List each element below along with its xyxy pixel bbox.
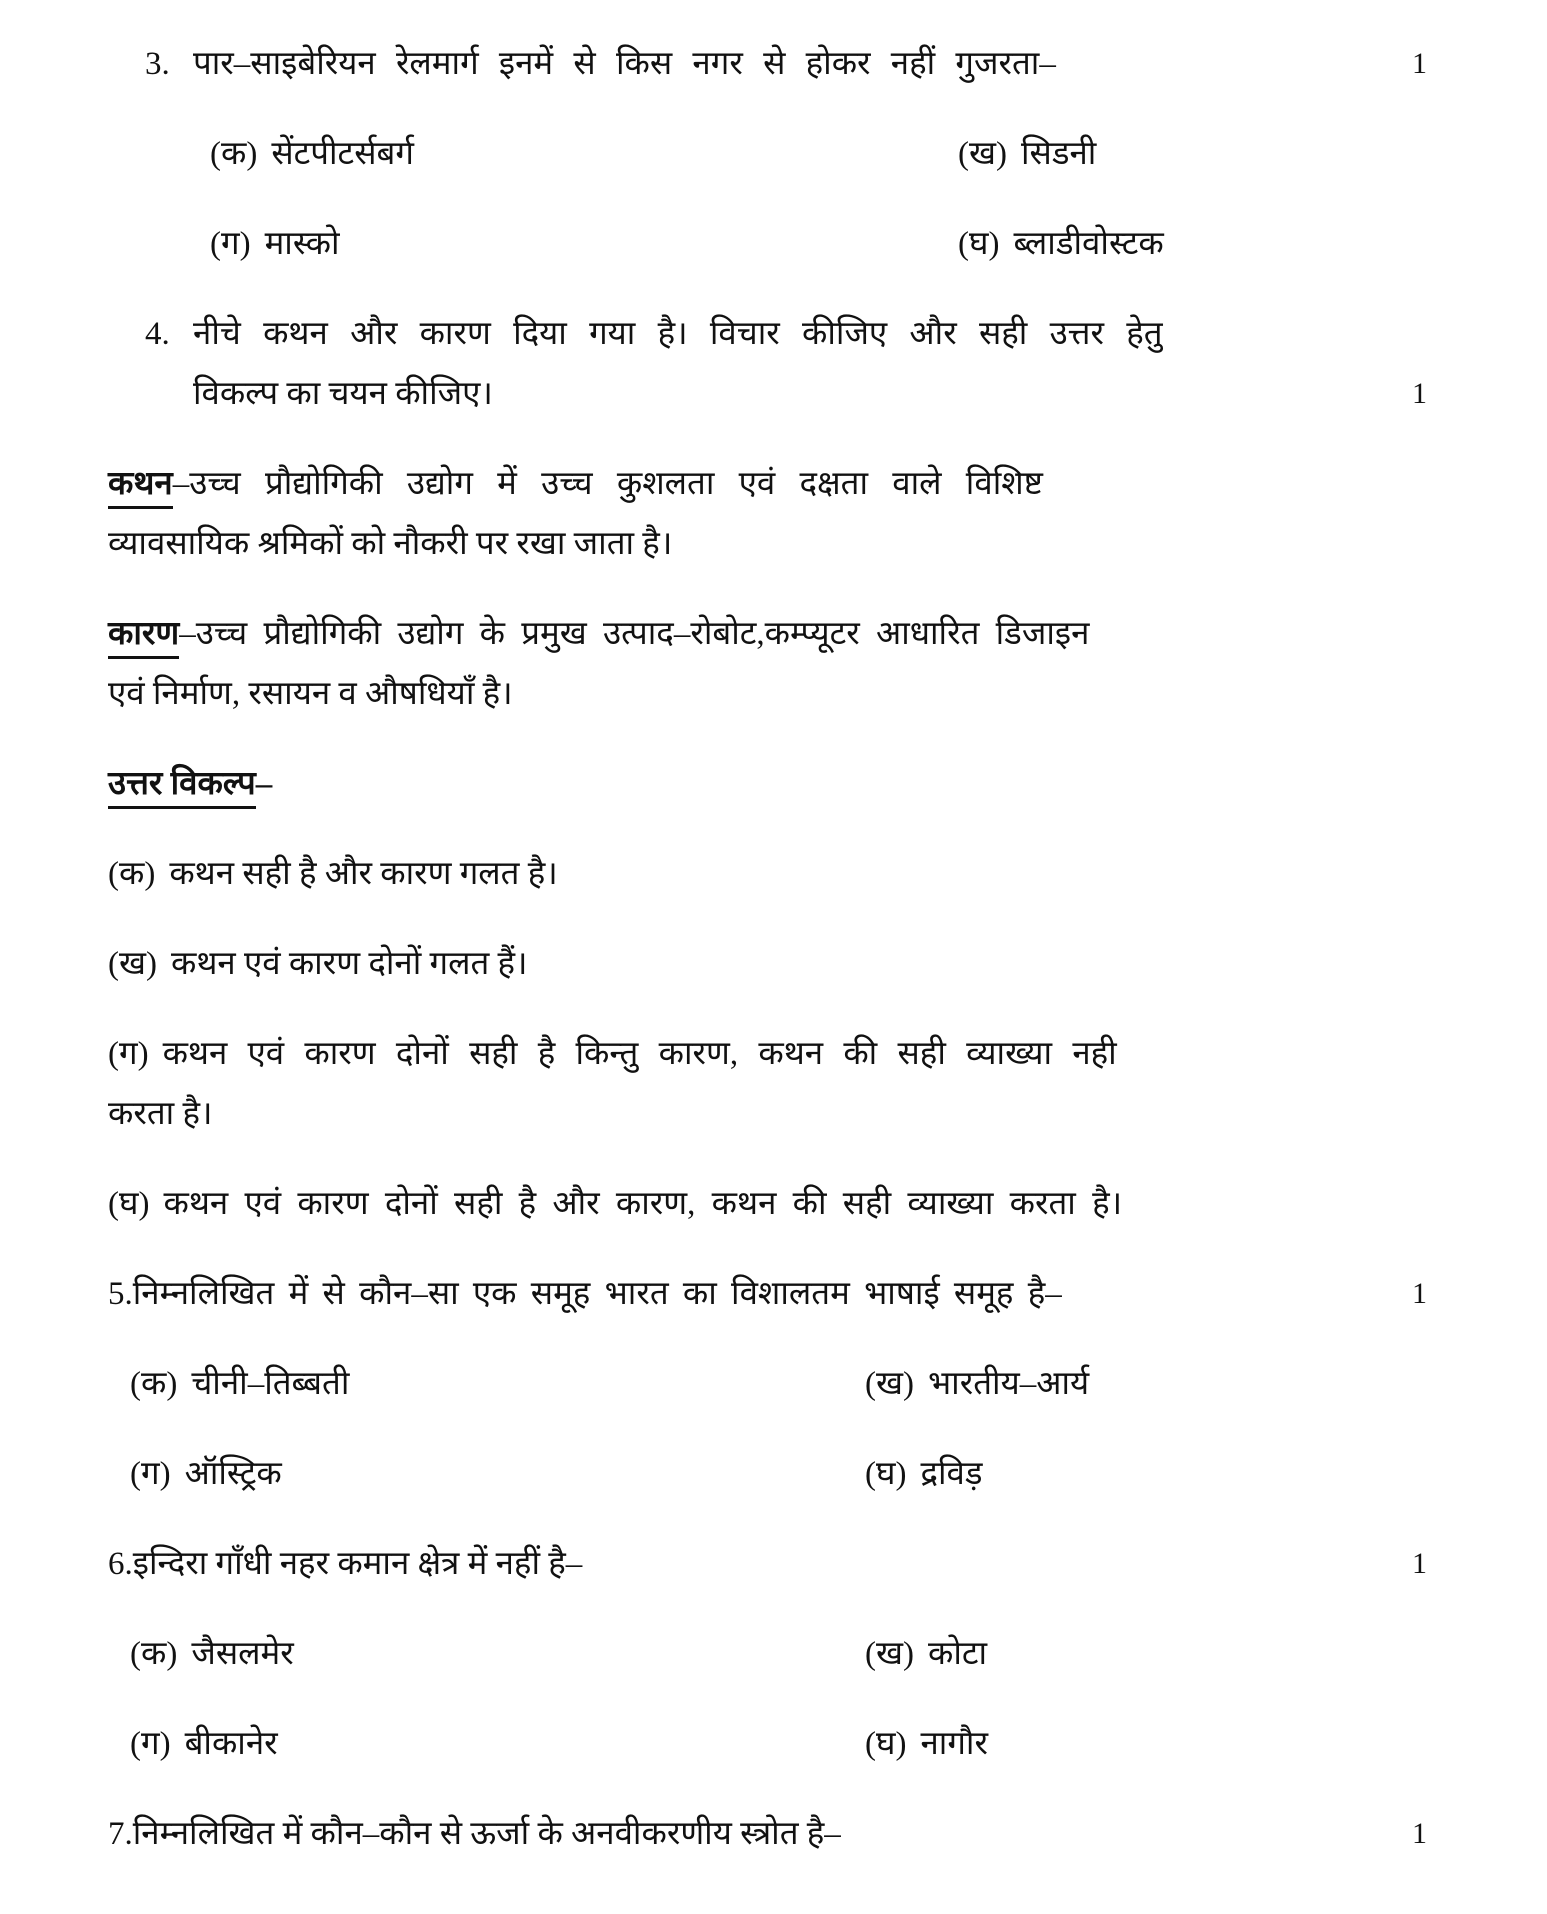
- question-5-options-row-1: [108, 1354, 1437, 1414]
- question-4: [108, 304, 1437, 424]
- assertion-reason: [108, 604, 1437, 724]
- option-c-line-1: [108, 1024, 1437, 1084]
- reason-line-1: [108, 604, 1437, 664]
- question-5-text: निम्नलिखित में से कौन–सा एक समूह भारत का विशालतम भाषाई समूह है–: [132, 1276, 1062, 1312]
- question-5: [108, 1264, 1437, 1324]
- answer-options-heading: [108, 754, 1437, 814]
- option-a-label: (क): [210, 136, 258, 172]
- option-d-label: (घ): [865, 1726, 907, 1762]
- question-5-option-a: [130, 1354, 865, 1414]
- question-6-option-c: [130, 1714, 865, 1774]
- question-3-option-c: [210, 214, 958, 274]
- question-7-text: निम्नलिखित में कौन–कौन से ऊर्जा के अनवीकरणीय स्त्रोत है–: [132, 1816, 841, 1852]
- question-4-option-b: [108, 934, 1437, 994]
- option-b-label: (ख): [108, 946, 157, 982]
- statement-text-line-1: –उच्च प्रौद्योगिकी उद्योग में उच्च कुशलता एवं दक्षता वाले विशिष्ट: [172, 466, 1043, 502]
- option-b-label: (ख): [865, 1366, 914, 1402]
- question-4-marks: 1: [1412, 377, 1427, 410]
- option-d-text: कथन एवं कारण दोनों सही है और कारण, कथन की सही व्याख्या करता है।: [163, 1186, 1123, 1222]
- statement-line-1: [108, 454, 1437, 514]
- question-4-option-c: [108, 1024, 1437, 1144]
- reason-text-line-1: –उच्च प्रौद्योगिकी उद्योग के प्रमुख उत्पाद–रोबोट,कम्प्यूटर आधारित डिजाइन: [179, 616, 1090, 652]
- option-a-text: सेंटपीटर्सबर्ग: [271, 136, 414, 172]
- option-b-text: भारतीय–आर्य: [927, 1366, 1090, 1402]
- question-7: [108, 1804, 1437, 1864]
- answer-options-heading-text: उत्तर विकल्प: [108, 766, 256, 809]
- reason-label: कारण: [108, 616, 179, 659]
- question-5-option-b: [865, 1354, 1089, 1414]
- question-4-line-1: [108, 304, 1437, 364]
- question-4-line-2: [108, 364, 1437, 424]
- question-5-option-c: [130, 1444, 865, 1504]
- option-a-text: चीनी–तिब्बती: [191, 1366, 350, 1402]
- question-3-option-b: [958, 124, 1096, 184]
- question-3-marks: 1: [1412, 47, 1427, 80]
- option-d-text: नागौर: [920, 1726, 988, 1762]
- option-b-label: (ख): [958, 136, 1007, 172]
- question-4-option-d: [108, 1174, 1437, 1234]
- option-d-text: ब्लाडीवोस्टक: [1013, 226, 1164, 262]
- question-5-option-d: [865, 1444, 983, 1504]
- question-5-options-row-2: [108, 1444, 1437, 1504]
- option-d-label: (घ): [958, 226, 1000, 262]
- question-6-text: इन्दिरा गाँधी नहर कमान क्षेत्र में नहीं है–: [132, 1546, 583, 1582]
- question-6-option-a: [130, 1624, 865, 1684]
- option-b-label: (ख): [865, 1636, 914, 1672]
- statement-text-line-2: व्यावसायिक श्रमिकों को नौकरी पर रखा जाता है।: [108, 526, 673, 562]
- option-c-label: (ग): [130, 1726, 171, 1762]
- question-4-option-a: [108, 844, 1437, 904]
- question-7-marks: 1: [1412, 1817, 1427, 1850]
- question-3-option-a: [210, 124, 958, 184]
- option-c-label: (ग): [130, 1456, 171, 1492]
- question-4-text-line-2: विकल्प का चयन कीजिए।: [193, 376, 493, 412]
- question-5-marks: 1: [1412, 1277, 1427, 1310]
- question-6-options-row-1: [108, 1624, 1437, 1684]
- question-6-number: 6.: [108, 1546, 133, 1582]
- option-a-text: जैसलमेर: [191, 1636, 294, 1672]
- question-6-option-d: [865, 1714, 988, 1774]
- question-6-head: [108, 1534, 1387, 1594]
- question-3-option-d: [958, 214, 1164, 274]
- question-6-marks: 1: [1412, 1547, 1427, 1580]
- option-c-text: बीकानेर: [184, 1726, 278, 1762]
- option-b-text: कोटा: [927, 1636, 988, 1672]
- option-a-label: (क): [108, 856, 156, 892]
- option-d-text: द्रविड़: [920, 1456, 983, 1492]
- question-3: [108, 34, 1437, 94]
- option-c-text: ऑस्ट्रिक: [184, 1456, 282, 1492]
- question-5-number: 5.: [108, 1276, 133, 1312]
- option-a-label: (क): [130, 1636, 178, 1672]
- question-7-head: [108, 1804, 1387, 1864]
- question-6: [108, 1534, 1437, 1594]
- question-3-text: पार–साइबेरियन रेलमार्ग इनमें से किस नगर से होकर नहीं गुजरता–: [193, 46, 1056, 82]
- answer-options-heading-dash: –: [255, 766, 273, 802]
- question-6-option-b: [865, 1624, 987, 1684]
- option-a-label: (क): [130, 1366, 178, 1402]
- option-b-text: कथन एवं कारण दोनों गलत हैं।: [170, 946, 528, 982]
- option-a-text: कथन सही है और कारण गलत है।: [169, 856, 558, 892]
- question-3-number: 3.: [145, 46, 170, 82]
- option-c-text-line-2: करता है।: [108, 1096, 213, 1132]
- question-3-options-row-1: [108, 124, 1437, 184]
- question-7-number: 7.: [108, 1816, 133, 1852]
- question-3-options-row-2: [108, 214, 1437, 274]
- question-4-text-line-1: नीचे कथन और कारण दिया गया है। विचार कीजिए और सही उत्तर हेतु: [193, 316, 1163, 352]
- reason-text-line-2: एवं निर्माण, रसायन व औषधियाँ है।: [108, 676, 513, 712]
- question-6-options-row-2: [108, 1714, 1437, 1774]
- reason-line-2: [108, 664, 1437, 724]
- assertion-statement: [108, 454, 1437, 574]
- option-d-label: (घ): [865, 1456, 907, 1492]
- option-c-label: (ग): [210, 226, 251, 262]
- option-b-text: सिडनी: [1020, 136, 1097, 172]
- question-5-head: [108, 1264, 1387, 1324]
- option-c-line-2: [108, 1084, 1437, 1144]
- statement-line-2: [108, 514, 1437, 574]
- option-c-label: (ग): [108, 1036, 149, 1072]
- option-c-text: मास्को: [264, 226, 340, 262]
- question-4-number: 4.: [145, 316, 170, 352]
- option-d-label: (घ): [108, 1186, 150, 1222]
- option-c-text-line-1: कथन एवं कारण दोनों सही है किन्तु कारण, कथन की सही व्याख्या नही: [162, 1036, 1117, 1072]
- statement-label: कथन: [108, 466, 173, 509]
